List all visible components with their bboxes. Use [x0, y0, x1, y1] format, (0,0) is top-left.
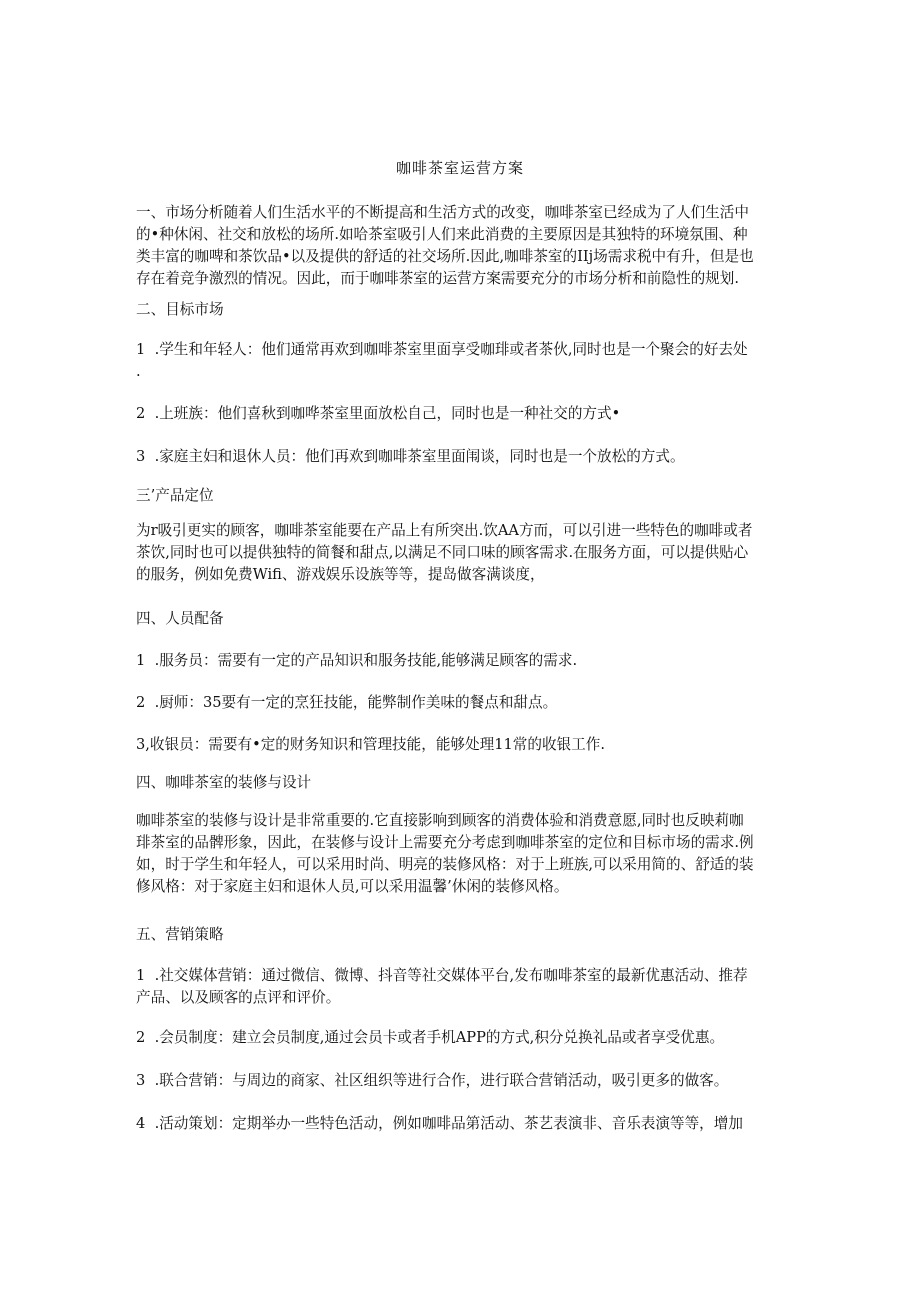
text-line: 如，时于学生和年轻人，可以采用时尚、明亮的装修风格：对于上班族,可以采用简的、舒适的装	[136, 856, 754, 873]
paragraph-market-analysis	[136, 202, 796, 290]
text-line: 产品、以及顾客的点评和评价。	[136, 989, 341, 1006]
list-item-chef	[136, 692, 796, 714]
paragraph-product-positioning	[136, 520, 796, 586]
document-title: 咖啡茶室运营方案	[395, 159, 524, 177]
text-line: 类丰富的咖啤和茶饮品•以及提供的舒适的社交场所.因此,咖啡茶室的IIj场需求税中有升，但是也	[136, 248, 754, 265]
heading-decoration-design	[136, 772, 796, 794]
list-item-social-media	[136, 965, 796, 1009]
text-line: 4 .活动策划：定期举办一些特色活动，例如咖啡品第活动、茶艺表演非、音乐表演等等，增加	[136, 1115, 743, 1132]
paragraph-decoration-design	[136, 810, 796, 898]
text-line: 3,收银员：需要有•定的财务知识和管理技能，能够处理11常的收银工作.	[136, 736, 605, 753]
text-line: 茶饮,同时也可以提供独特的简餐和甜点,以满足不同口味的顾客需求.在服务方面，可以提供贴心	[136, 544, 749, 561]
text-line: 存在着竞争激烈的情况。因此，而于咖啡茶室的运营方案需要充分的市场分析和前隐性的规划.	[136, 270, 739, 287]
heading-target-market	[136, 299, 796, 321]
text-line: 2 .厨师：35要有一定的烹狂技能，能弊制作美味的餐点和甜点。	[136, 694, 558, 711]
section-heading: 四、咖啡茶室的装修与设计	[136, 774, 312, 791]
list-item-office-workers	[136, 403, 796, 425]
text-line: .	[136, 363, 141, 380]
heading-staffing	[136, 608, 796, 630]
text-line: 琲茶室的品髀形象，因此，在装修与设计上需要充分考虑到咖啡茶室的定位和目标市场的需求.例	[136, 834, 754, 851]
list-item-students	[136, 339, 796, 383]
list-item-membership	[136, 1027, 796, 1049]
text-line: 3 .家庭主妇和退休人员：他们再欢到咖啡茶室里面闱谈，同时也是一个放松的方式。	[136, 448, 685, 465]
text-line: 2 .上班族：他们喜秋到咖哗茶室里面放松自己，同时也是一种社交的方式•	[136, 405, 621, 422]
list-item-event-planning	[136, 1113, 796, 1135]
list-item-joint-marketing	[136, 1070, 796, 1092]
section-heading: 四、人员配备	[136, 610, 224, 627]
text-line: 的服务，例如免费Wifi、游戏娱乐设族等等，提岛做客满谈度，	[136, 566, 545, 583]
text-line: 3 .联合营销：与周边的商家、社区组织等进行合作，进行联合营销活动，吸引更多的做客。	[136, 1072, 729, 1089]
text-line: 咖啡茶室的装修与设计是非常重要的.它直接影响到顾客的消费体验和消费意愿,同时也反映莉咖	[136, 812, 744, 829]
heading-marketing-strategy	[136, 924, 796, 946]
text-line: 一、市场分析随着人们生活水平的不断提高和生活方式的改变，咖啡茶室已经成为了人们生活中	[136, 204, 749, 221]
text-line: 2 .会员制度：建立会员制度,通过会员卡或者手机APP的方式,积分兑换礼品或者享受优惠。	[136, 1029, 725, 1046]
heading-product-positioning	[136, 485, 796, 507]
list-item-housewives-retirees	[136, 446, 796, 468]
list-item-cashier	[136, 734, 796, 756]
text-line: 为r吸引更实的顾客，咖啡茶室能要在产品上有所突出.饮AA方而，可以引进一些特色的咖啡或者	[136, 522, 753, 539]
text-line: 1 .学生和年轻人：他们通常再欢到咖啡茶室里面享受咖琲或者茶伙,同时也是一个聚会的好去处	[136, 341, 748, 358]
section-heading: 三’产品定位	[136, 487, 214, 504]
section-heading: 五、营销策略	[136, 926, 224, 943]
section-heading: 二、目标市场	[136, 301, 224, 318]
text-line: 修风格：对于家庭主妇和退休人员,可以采用温馨’休闲的装修风格。	[136, 878, 569, 895]
text-line: 1 .社交媒体营销：通过微信、微博、抖音等社交媒体平台,发布咖啡茶室的最新优惠活动、推荐	[136, 967, 748, 984]
text-line: 1 .服务员：需要有一定的产品知识和服务技能,能够满足顾客的需求.	[136, 652, 578, 669]
text-line: 的•种休闲、社交和放松的场所.如哈茶室吸引人们来此消费的主要原因是其独特的环境氛围、种	[136, 226, 748, 243]
list-item-waiter	[136, 650, 796, 672]
